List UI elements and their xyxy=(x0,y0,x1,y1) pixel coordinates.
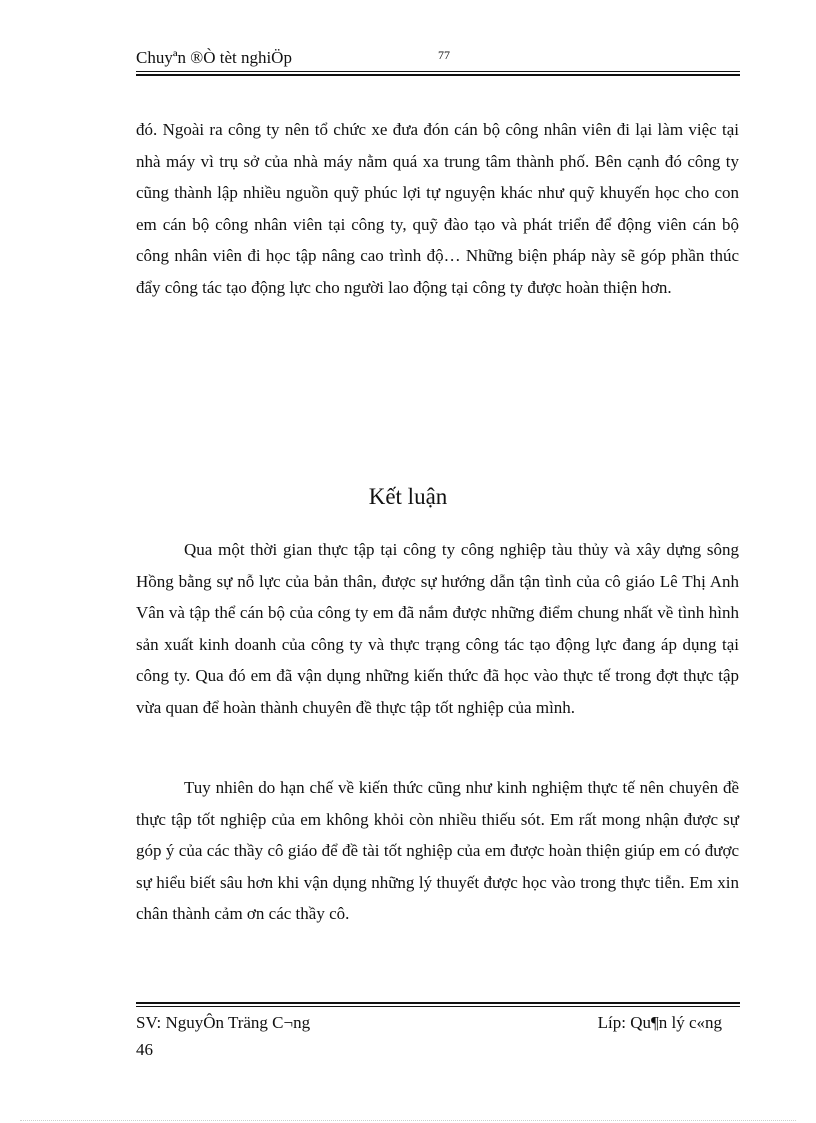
footer-class: Líp: Qu¶n lý c«ng xyxy=(597,1013,722,1032)
footer-rule-thick xyxy=(136,1002,740,1004)
page-edge-divider xyxy=(20,1120,796,1121)
footer-rule-thin xyxy=(136,1006,740,1007)
footer-number: 46 xyxy=(136,1040,153,1059)
page-number: 77 xyxy=(438,48,450,62)
page-header xyxy=(136,48,740,70)
body-paragraph-3: Tuy nhiên do hạn chế về kiến thức cũng như kinh nghiệm thực tế nên chuyên đề thực tập tốt nghiệp của em không khỏi còn nhiều thiếu sót. Em rất mong nhận được sự góp ý của các thầy cô giáo để đề tài tốt nghiệp của em được hoàn thiện giúp em có được sự hiểu biết sâu hơn khi vận dụng những lý thuyết được học vào trong thực tiễn. Em xin chân thành cảm ơn các thầy cô. xyxy=(136,778,739,923)
body-paragraph-2: Qua một thời gian thực tập tại công ty công nghiệp tàu thủy và xây dựng sông Hồng bằng sự nỗ lực của bản thân, được sự hướng dẫn tận tình của cô giáo Lê Thị Anh Vân và tập thể cán bộ của công ty em đã nắm được những điểm chung nhất về tình hình sản xuất kinh doanh của công ty và thực trạng công tác tạo động lực đang áp dụng tại công ty. Qua đó em đã vận dụng những kiến thức đã học vào thực tế trong đợt thực tập vừa quan để hoàn thành chuyên đề thực tập tốt nghiệp của mình. xyxy=(136,540,739,717)
footer-student: SV: NguyÔn Träng C¬ng xyxy=(136,1013,311,1032)
body-paragraph-1: đó. Ngoài ra công ty nên tổ chức xe đưa đón cán bộ công nhân viên đi lại làm việc tại nhà máy vì trụ sở của nhà máy nằm quá xa trung tâm thành phố. Bên cạnh đó công ty cũng thành lập nhiều nguồn quỹ phúc lợi tự nguyện khác như quỹ khuyến học cho con em cán bộ công nhân viên tại công ty, quỹ đào tạo và phát triển để động viên cán bộ công nhân viên đi học tập nâng cao trình độ… Những biện pháp này sẽ góp phần thúc đẩy công tác tạo động lực cho người lao động tại công ty được hoàn thiện hơn. xyxy=(136,120,739,297)
header-rule-thick xyxy=(136,74,740,76)
header-rule-thin xyxy=(136,71,740,72)
conclusion-title: Kết luận xyxy=(368,484,448,509)
header-title: Chuyªn ®Ò tèt nghiÖp xyxy=(136,48,292,67)
